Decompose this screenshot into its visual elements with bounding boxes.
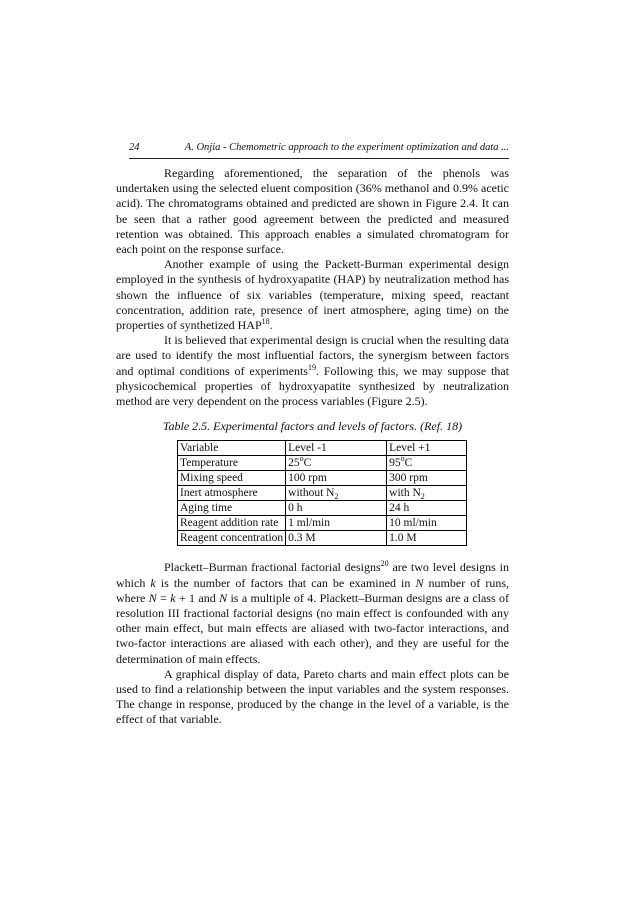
- level-low-cell: 1 ml/min: [286, 516, 387, 531]
- table-header-row: [178, 441, 467, 456]
- running-title: A. Onjia - Chemometric approach to the experiment optimization and data ...: [184, 142, 509, 153]
- citation-19: 19: [307, 362, 316, 372]
- level-high-cell: 10 ml/min: [387, 516, 467, 531]
- table-caption: Table 2.5. Experimental factors and levels of factors. (Ref. 18): [162, 419, 463, 434]
- header-cell: Variable: [178, 441, 286, 456]
- level-high-cell: 95$^o$C: [387, 456, 467, 471]
- variable-cell: Temperature: [178, 456, 286, 471]
- level-high-cell: 24 h: [387, 501, 467, 516]
- paragraph-4: Plackett–Burman fractional factorial designs$^{20}$ are two level designs in which k is the number of factors that can be examined in N number of runs, where N = k + 1 and N is a multiple of 4. Plackett–Burman designs are a class of resolution III fractional factorial designs (no main effect is confounded with any other main effect, but main effects are aliased with two-factor interactions, and two-factor interactions are aliased with each other), and they are useful for the determination of main effects.: [116, 559, 510, 666]
- level-low-cell: without $N_2$: [286, 486, 387, 501]
- body-text: [116, 166, 509, 728]
- variable-cell: Reagent concentration: [178, 531, 286, 546]
- paragraph-3-text-a: It is believed that experimental design is crucial when the resulting data are used to identify the most influential factors, the synergism between factors and optimal conditions of experiments: [116, 333, 509, 378]
- table-row: [178, 501, 467, 516]
- table-row: [178, 531, 467, 546]
- page-number: 24: [129, 142, 140, 153]
- page-header: [129, 142, 509, 159]
- level-low-cell: 25$^o$C: [286, 456, 387, 471]
- level-low-cell: 0 h: [286, 501, 387, 516]
- paragraph-2: [116, 257, 509, 333]
- citation-18: 18: [261, 317, 270, 327]
- header-cell: Level -1: [286, 441, 387, 456]
- factors-table: [177, 440, 467, 546]
- variable-cell: Reagent addition rate: [178, 516, 286, 531]
- paragraph-2-text: Another example of using the Packett-Burman experimental design employed in the synthesis of hydroxyapatite (HAP) by neutralization method has shown the influence of six variables (temperature, mixing speed, reactant concentration, addition rate, presence of inert atmosphere, aging time) on the properties of synthetized HAP: [116, 257, 509, 333]
- paragraph-5: A graphical display of data, Pareto charts and main effect plots can be used to find a relationship between the input variables and the system responses. The change in response, produced by the change in the level of a variable, is the effect of that variable.: [116, 666, 509, 727]
- after-table-text: [116, 560, 509, 727]
- level-high-cell: 300 rpm: [387, 471, 467, 486]
- variable-cell: Aging time: [178, 501, 286, 516]
- paragraph-3-text-b: . Following this, we may suppose that physicochemical properties of hydroxyapatite synthesized by neutralization method are very dependent on the process variables (Figure 2.5).: [116, 363, 509, 409]
- paragraph-3: [116, 333, 509, 409]
- variable-cell: Inert atmosphere: [178, 486, 286, 501]
- paragraph-2-end: .: [269, 318, 273, 333]
- level-low-cell: 100 rpm: [286, 471, 387, 486]
- level-high-cell: 1.0 M: [387, 531, 467, 546]
- variable-cell: Mixing speed: [178, 471, 286, 486]
- level-high-cell: with $N_2$: [387, 486, 467, 501]
- header-cell: Level +1: [387, 441, 467, 456]
- table-row: [178, 471, 467, 486]
- table-row: [178, 456, 467, 471]
- paragraph-1: Regarding aforementioned, the separation of the phenols was undertaken using the selected eluent composition (36% methanol and 0.9% acetic acid). The chromatograms obtained and predicted are shown in Figure 2.4. It can be seen that a rather good agreement between the predicted and measured retention was obtained. This approach enables a simulated chromatogram for each point on the response surface.: [116, 166, 509, 257]
- level-low-cell: 0.3 M: [286, 531, 387, 546]
- table-row: [178, 486, 467, 501]
- citation-20: 20: [380, 559, 389, 569]
- table-row: [178, 516, 467, 531]
